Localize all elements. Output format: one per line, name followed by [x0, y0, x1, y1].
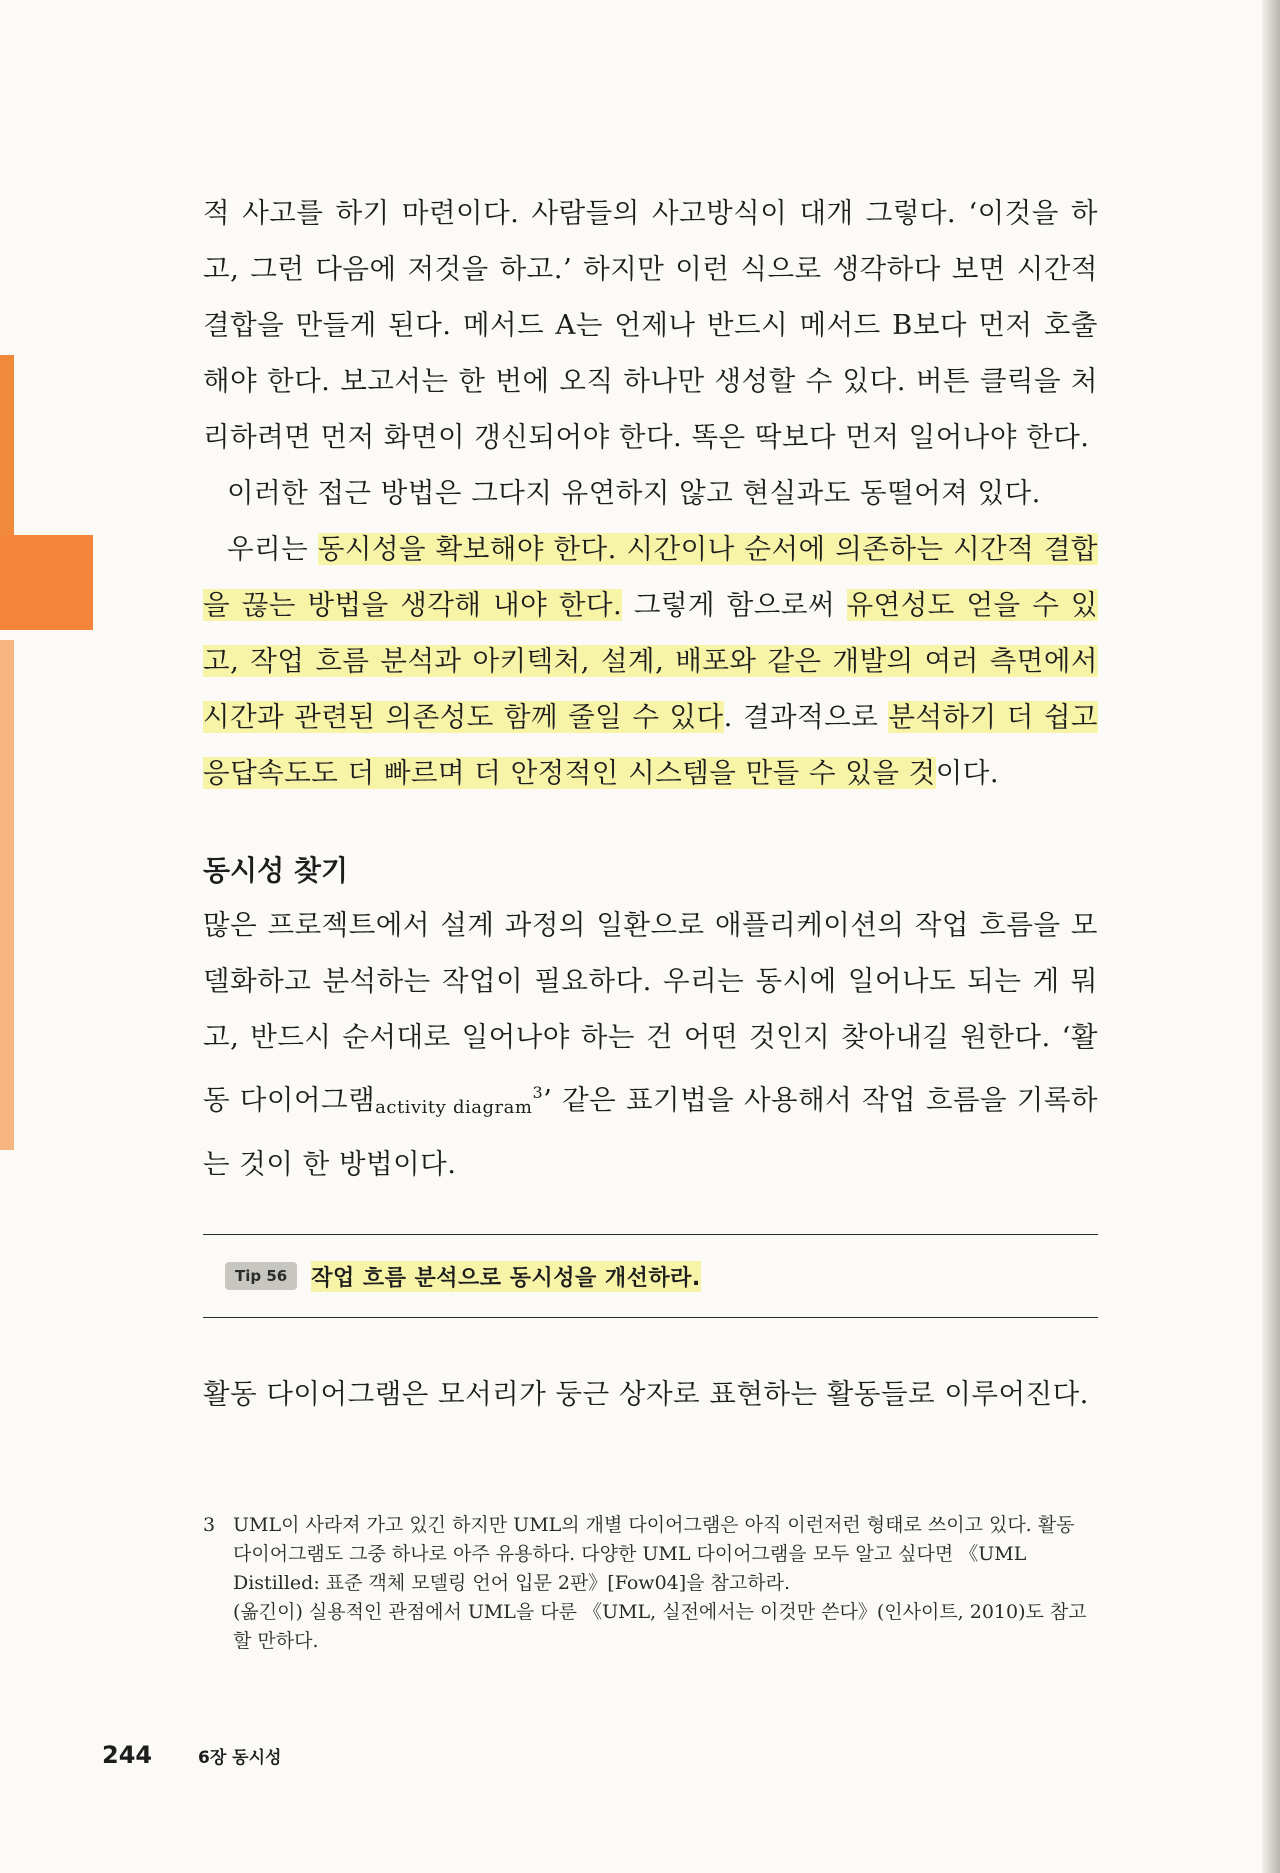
footnote-number: 3 [203, 1514, 216, 1536]
paragraph-activity-diagram: 활동 다이어그램은 모서리가 둥근 상자로 표현하는 활동들로 이루어진다. [203, 1378, 1089, 1410]
footnote-translator-note: (옮긴이) 실용적인 관점에서 UML을 다룬 《UML, 실전에서는 이것만 쓴다》(인사이트, 2010)도 참고할 만하다. [233, 1601, 1087, 1652]
text-segment: 이다. [935, 757, 1000, 789]
footnote-reference: 3 [532, 1083, 544, 1102]
english-term: activity diagram [375, 1097, 533, 1118]
text-segment: ’ 같은 표기법을 사용해서 작업 흐름을 기록하는 것이 한 방법이다. [203, 1084, 1098, 1180]
edge-tab-marker-lower [0, 640, 14, 1150]
main-text [203, 185, 1098, 1422]
paragraph-temporal-coupling: 적 사고를 하기 마련이다. 사람들의 사고방식이 대개 그렇다. ‘이것을 하고, 그런 다음에 저것을 하고.’ 하지만 이런 식으로 생각하다 보면 시간적 결합을 만들게 된다. 메서드 A는 언제나 반드시 메서드 B보다 먼저 호출해야 한다. 보고서는 한 번에 오직 하나만 생성할 수 있다. 버튼 클릭을 처리하려면 먼저 화면이 갱신되어야 한다. 똑은 딱보다 먼저 일어나야 한다. [203, 197, 1098, 453]
chapter-title: 6장 동시성 [198, 1748, 282, 1768]
chapter-tab [0, 535, 93, 630]
paragraph-inflexible: 이러한 접근 방법은 그다지 유연하지 않고 현실과도 동떨어져 있다. [227, 477, 1041, 509]
section-heading: 동시성 찾기 [203, 854, 348, 887]
text-segment: 그렇게 함으로써 [622, 589, 847, 621]
tip-text: 작업 흐름 분석으로 동시성을 개선하라. [311, 1261, 701, 1292]
paragraph-workflow [203, 897, 1098, 1192]
paragraph-concurrency [203, 521, 1098, 801]
highlighted-text: 동시성을 확보해야 한다. 시간이나 순서에 의존하는 시간적 결합을 끊는 방법을 생각해 내야 한다. [203, 533, 1099, 621]
edge-tab-marker [0, 355, 14, 535]
tip-badge: Tip 56 [225, 1262, 297, 1290]
footnote-body [233, 1511, 1098, 1656]
footnote-text: UML이 사라져 가고 있긴 하지만 UML의 개별 다이어그램은 아직 이런저런 형태로 쓰이고 있다. 활동 다이어그램도 그중 하나로 아주 유용하다. 다양한 UML 다이어그램을 모두 알고 싶다면 《UML Distilled: 표준 객체 모델링 언어 입문 2판》[Fow04]을 참고하라. [233, 1514, 1075, 1594]
page-footer [102, 1741, 281, 1769]
tip-box [203, 1234, 1098, 1318]
text-segment: 우리는 [227, 533, 318, 565]
highlighted-text: 분석하기 더 쉽고 응답속도도 더 빠르며 더 안정적인 시스템을 만들 수 있을 것 [203, 701, 1098, 789]
page-number: 244 [102, 1741, 153, 1769]
footnote [203, 1511, 1098, 1656]
text-segment: 많은 프로젝트에서 설계 과정의 일환으로 애플리케이션의 작업 흐름을 모델화하고 분석하는 작업이 필요하다. 우리는 동시에 일어나도 되는 게 뭐고, 반드시 순서대로 일어나야 하는 건 어떤 것인지 찾아내길 원한다. ‘활동 다이어그램 [203, 909, 1098, 1116]
text-segment: . 결과적으로 [723, 701, 889, 733]
page-edge-shadow [1262, 0, 1280, 1873]
highlighted-text: 유연성도 얻을 수 있고, 작업 흐름 분석과 아키텍처, 설계, 배포와 같은 개발의 여러 측면에서 시간과 관련된 의존성도 함께 줄일 수 있다 [203, 589, 1098, 733]
